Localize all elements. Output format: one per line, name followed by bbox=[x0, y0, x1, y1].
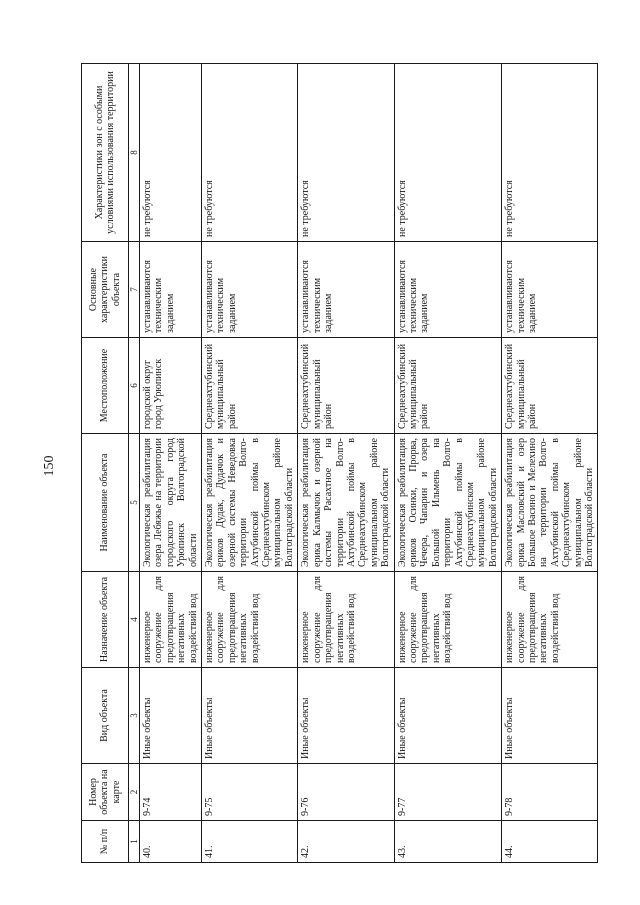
zone-characteristics: не требуются bbox=[298, 64, 394, 242]
object-characteristics: устанавливаются техническим заданием bbox=[140, 242, 202, 338]
column-number: 7 bbox=[129, 242, 140, 338]
object-location: городской округ город Урюпинск bbox=[140, 338, 202, 434]
map-number: 9-75 bbox=[202, 764, 298, 821]
map-number: 9-78 bbox=[502, 764, 598, 821]
object-characteristics: устанавливаются техническим заданием bbox=[394, 242, 502, 338]
object-name: Экологическая реабилитация ерика Масловский и озер Большое Васино и Мелехино на территории Волго-Ахтубинской поймы в Среднеахтубинском муниципальном районе Волгоградской области bbox=[502, 434, 598, 572]
row-number: 41. bbox=[202, 821, 298, 863]
object-purpose: инженерное сооружение для предотвращения негативных воздействий вод bbox=[202, 572, 298, 668]
object-characteristics: устанавливаются техническим заданием bbox=[202, 242, 298, 338]
table-row bbox=[298, 64, 394, 863]
row-number: 44. bbox=[502, 821, 598, 863]
map-number: 9-77 bbox=[394, 764, 502, 821]
object-purpose: инженерное сооружение для предотвращения негативных воздействий вод bbox=[140, 572, 202, 668]
column-number: 1 bbox=[129, 821, 140, 863]
table-row bbox=[202, 64, 298, 863]
row-number: 42. bbox=[298, 821, 394, 863]
column-number: 4 bbox=[129, 572, 140, 668]
object-purpose: инженерное сооружение для предотвращения негативных воздействий вод bbox=[298, 572, 394, 668]
zone-characteristics: не требуются bbox=[394, 64, 502, 242]
object-purpose: инженерное сооружение для предотвращения негативных воздействий вод bbox=[502, 572, 598, 668]
column-header: Местоположение bbox=[82, 338, 129, 434]
object-name: Экологическая реабилитация ерика Калмычок и озерной системы Расахтное на территории Волго-Ахтубинской поймы в Среднеахтубинском муниципальном районе Волгоградской области bbox=[298, 434, 394, 572]
object-kind: Иные объекты bbox=[298, 668, 394, 764]
object-location: Среднеахтубинский муниципальный район bbox=[202, 338, 298, 434]
object-location: Среднеахтубинский муниципальный район bbox=[298, 338, 394, 434]
column-number: 2 bbox=[129, 764, 140, 821]
page-number: 150 bbox=[42, 455, 57, 477]
object-kind: Иные объекты bbox=[140, 668, 202, 764]
column-number: 6 bbox=[129, 338, 140, 434]
object-name: Экологическая реабилитация озера Лебяжье на территории городского округа город Урюпинск Волгоградской области bbox=[140, 434, 202, 572]
column-number: 3 bbox=[129, 668, 140, 764]
table-row bbox=[140, 64, 202, 863]
row-number: 40. bbox=[140, 821, 202, 863]
column-header: Наименование объекта bbox=[82, 434, 129, 572]
objects-table bbox=[81, 63, 598, 863]
column-number: 5 bbox=[129, 434, 140, 572]
column-number-row bbox=[129, 64, 140, 863]
table-header-row bbox=[82, 64, 129, 863]
zone-characteristics: не требуются bbox=[502, 64, 598, 242]
column-header: Вид объекта bbox=[82, 668, 129, 764]
object-location: Среднеахтубинский муниципальный район bbox=[502, 338, 598, 434]
object-location: Среднеахтубинский муниципальный район bbox=[394, 338, 502, 434]
object-kind: Иные объекты bbox=[502, 668, 598, 764]
zone-characteristics: не требуются bbox=[140, 64, 202, 242]
object-characteristics: устанавливаются техническим заданием bbox=[502, 242, 598, 338]
object-name: Экологическая реабилитация ериков Осинки, Прорва, Чечера, Чапарин и озера Большой Ильмень на территории Волго-Ахтубинской поймы в Среднеахтубинском муниципальном районе Волгоградской области bbox=[394, 434, 502, 572]
rotated-table-container bbox=[81, 64, 596, 863]
object-characteristics: устанавливаются техническим заданием bbox=[298, 242, 394, 338]
object-kind: Иные объекты bbox=[394, 668, 502, 764]
zone-characteristics: не требуются bbox=[202, 64, 298, 242]
column-header: № п/п bbox=[82, 821, 129, 863]
column-header: Характеристики зон с особыми условиями использования территории bbox=[82, 64, 129, 242]
column-header: Номер объекта на карте bbox=[82, 764, 129, 821]
object-purpose: инженерное сооружение для предотвращения негативных воздействий вод bbox=[394, 572, 502, 668]
object-name: Экологическая реабилитация ериков Дудак, Дудачок и озерной системы Неведовка территории Волго-Ахтубинской поймы в Среднеахтубинском муниципальном районе Волгоградской области bbox=[202, 434, 298, 572]
map-number: 9-74 bbox=[140, 764, 202, 821]
column-header: Назначение объекта bbox=[82, 572, 129, 668]
table-row bbox=[394, 64, 502, 863]
map-number: 9-76 bbox=[298, 764, 394, 821]
row-number: 43. bbox=[394, 821, 502, 863]
column-number: 8 bbox=[129, 64, 140, 242]
column-header: Основные характеристики объекта bbox=[82, 242, 129, 338]
table-row bbox=[502, 64, 598, 863]
object-kind: Иные объекты bbox=[202, 668, 298, 764]
